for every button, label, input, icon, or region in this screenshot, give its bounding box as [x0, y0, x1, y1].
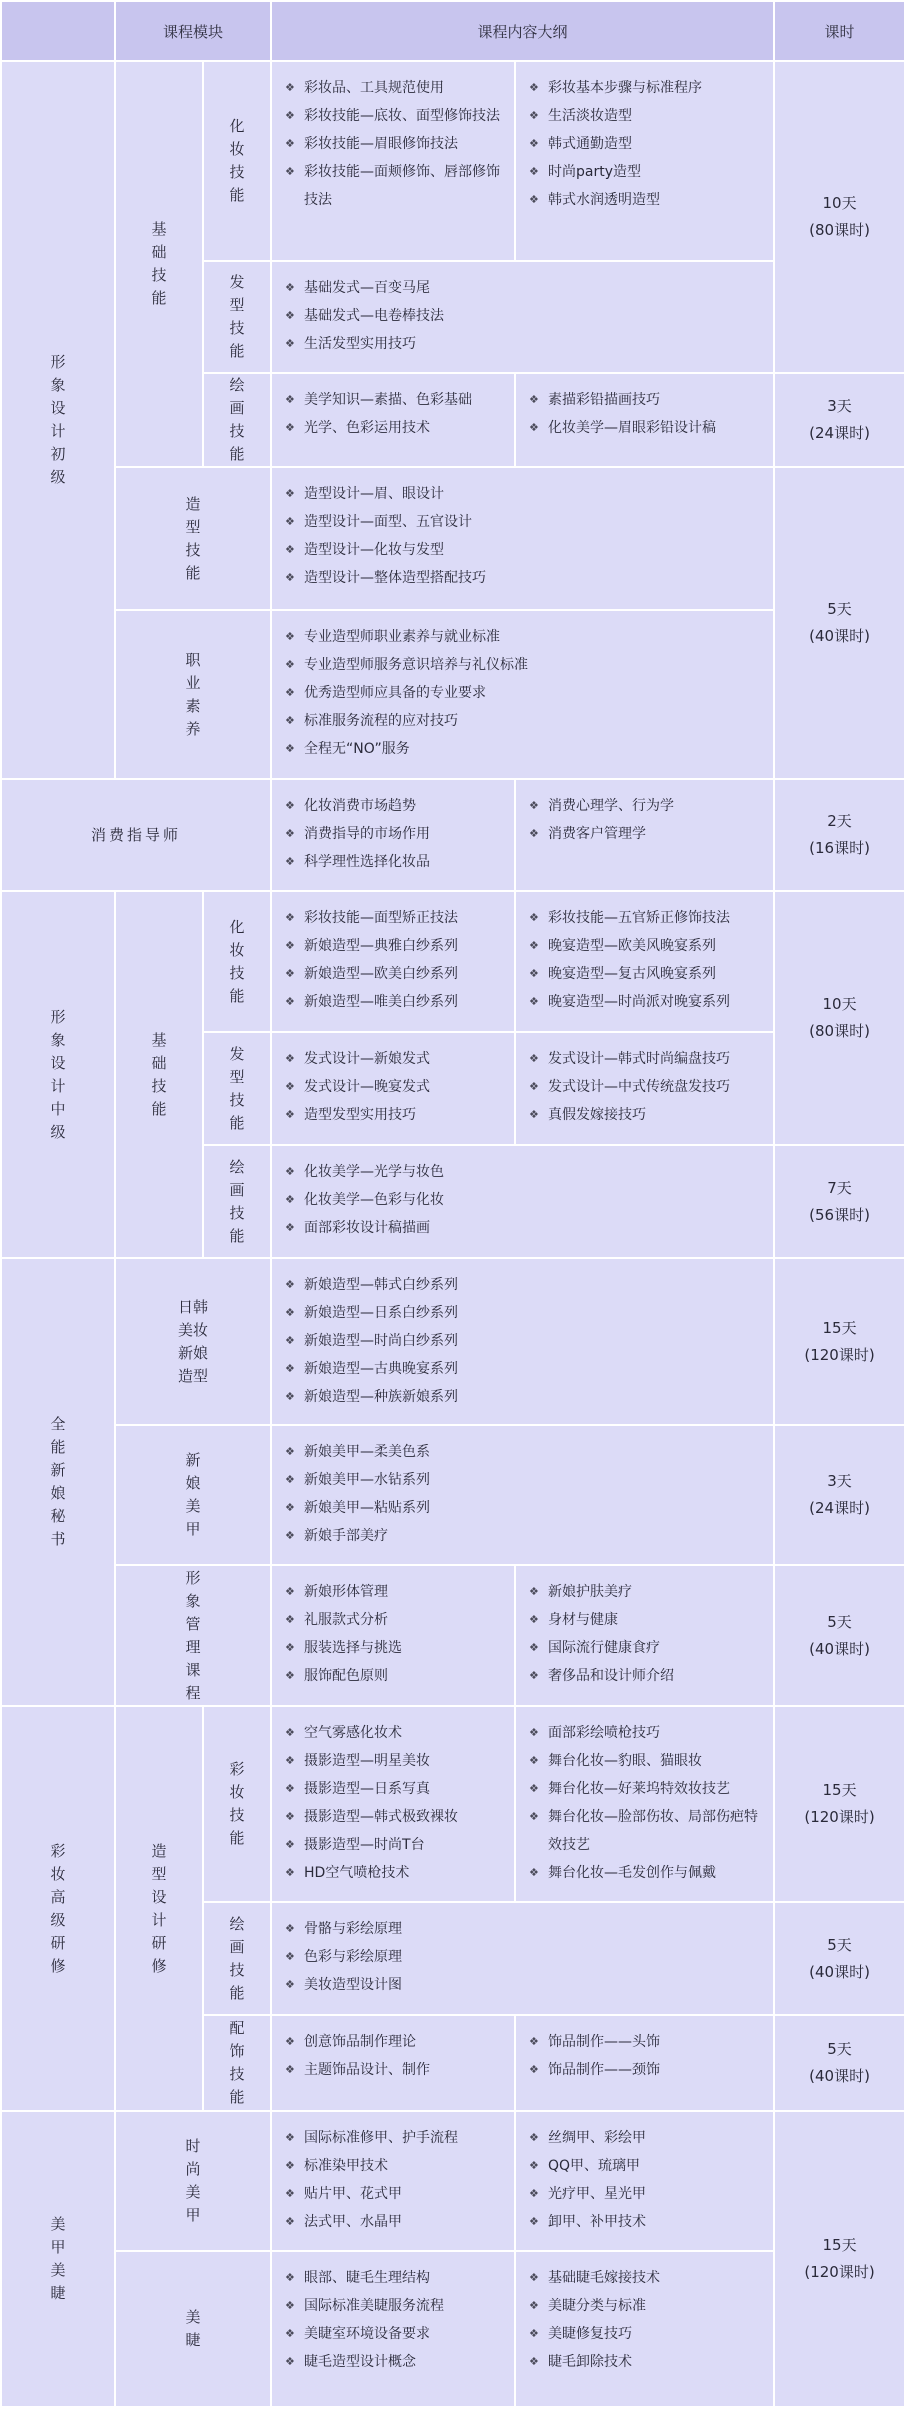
outline-cell [515, 2251, 774, 2407]
list-item: ❖ 基础睫毛嫁接技术 [526, 2264, 765, 2292]
list-item: ❖ 面部彩妆设计稿描画 [282, 1214, 765, 1242]
outline-cell [515, 61, 774, 261]
list-item: ❖ 国际流行健康食疗 [526, 1634, 765, 1662]
list-item: ❖ 发式设计—韩式时尚编盘技巧 [526, 1045, 765, 1073]
list-item: ❖ 美睫修复技巧 [526, 2320, 765, 2348]
list-item: ❖ 新娘护肤美疗 [526, 1578, 765, 1606]
list-item: ❖ 造型发型实用技巧 [282, 1101, 506, 1129]
outline-cell [271, 1425, 774, 1565]
list-item: ❖ 礼服款式分析 [282, 1606, 506, 1634]
list-item: ❖ 新娘造型—欧美白纱系列 [282, 960, 506, 988]
list-item: ❖ 面部彩绘喷枪技巧 [526, 1719, 765, 1747]
list-item: ❖ 新娘造型—日系白纱系列 [282, 1299, 765, 1327]
list-item: ❖ 摄影造型—韩式极致裸妆 [282, 1803, 506, 1831]
list-item: ❖ 饰品制作——颈饰 [526, 2056, 765, 2084]
outline-cell [271, 1565, 515, 1706]
list-item: ❖ 舞台化妆—毛发创作与佩戴 [526, 1859, 765, 1887]
module-label: 造型设计研修 [115, 1706, 203, 2111]
outline-cell [515, 1565, 774, 1706]
list-item: ❖ 专业造型师职业素养与就业标准 [282, 623, 765, 651]
list-item: ❖ 真假发嫁接技巧 [526, 1101, 765, 1129]
list-item: ❖ 造型设计—化妆与发型 [282, 536, 765, 564]
list-item: ❖ 服装选择与挑选 [282, 1634, 506, 1662]
outline-cell [271, 467, 774, 610]
outline-cell [271, 2111, 515, 2251]
hours-cell: 10天 (80课时) [774, 891, 904, 1145]
list-item: ❖ 造型设计—整体造型搭配技巧 [282, 564, 765, 592]
submodule-label: 绘画技能 [203, 373, 271, 467]
list-item: ❖ 新娘美甲—粘贴系列 [282, 1494, 765, 1522]
list-item: ❖ 时尚party造型 [526, 158, 765, 186]
list-item: ❖ 消费指导的市场作用 [282, 820, 506, 848]
outline-cell [515, 779, 774, 891]
list-item: ❖ 卸甲、补甲技术 [526, 2208, 765, 2236]
list-item: ❖ 光疗甲、星光甲 [526, 2180, 765, 2208]
header-hours: 课时 [774, 1, 904, 61]
outline-cell [515, 1032, 774, 1145]
list-item: ❖ 造型设计—眉、眼设计 [282, 480, 765, 508]
list-item: ❖ 摄影造型—日系写真 [282, 1775, 506, 1803]
submodule-label: 绘画技能 [203, 1145, 271, 1258]
section-label: 消费指导师 [1, 779, 271, 891]
list-item: ❖ 优秀造型师应具备的专业要求 [282, 679, 765, 707]
list-item: ❖ 奢侈品和设计师介绍 [526, 1662, 765, 1690]
hours-cell: 3天 (24课时) [774, 373, 904, 467]
list-item: ❖ 消费客户管理学 [526, 820, 765, 848]
list-item: ❖ 全程无“NO”服务 [282, 735, 765, 763]
list-item: ❖ 造型设计—面型、五官设计 [282, 508, 765, 536]
list-item: ❖ 新娘形体管理 [282, 1578, 506, 1606]
list-item: ❖ 美学知识—素描、色彩基础 [282, 386, 506, 414]
header-blank [1, 1, 115, 61]
list-item: ❖ 彩妆品、工具规范使用 [282, 74, 506, 102]
outline-cell [271, 2015, 515, 2111]
list-item: ❖ 消费心理学、行为学 [526, 792, 765, 820]
list-item: ❖ 基础发式—电卷棒技法 [282, 302, 765, 330]
submodule-label: 绘画技能 [203, 1902, 271, 2015]
list-item: ❖ 美睫分类与标准 [526, 2292, 765, 2320]
list-item: ❖ HD空气喷枪技术 [282, 1859, 506, 1887]
list-item: ❖ 国际标准美睫服务流程 [282, 2292, 506, 2320]
hours-cell: 15天 (120课时) [774, 1258, 904, 1425]
list-item: ❖ 发式设计—晚宴发式 [282, 1073, 506, 1101]
outline-cell [515, 373, 774, 467]
list-item: ❖ 法式甲、水晶甲 [282, 2208, 506, 2236]
hours-cell: 5天 (40课时) [774, 467, 904, 779]
list-item: ❖ 晚宴造型—欧美风晚宴系列 [526, 932, 765, 960]
outline-cell [271, 261, 774, 373]
list-item: ❖ 国际标准修甲、护手流程 [282, 2124, 506, 2152]
hours-cell: 5天 (40课时) [774, 1565, 904, 1706]
outline-cell [271, 1902, 774, 2015]
outline-cell [271, 61, 515, 261]
list-item: ❖ 化妆美学—色彩与化妆 [282, 1186, 765, 1214]
module-label: 日韩美妆新娘造型 [115, 1258, 271, 1425]
list-item: ❖ 晚宴造型—时尚派对晚宴系列 [526, 988, 765, 1016]
hours-cell: 5天 (40课时) [774, 1902, 904, 2015]
outline-cell [271, 1145, 774, 1258]
list-item: ❖ 睫毛卸除技术 [526, 2348, 765, 2376]
list-item: ❖ 新娘造型—韩式白纱系列 [282, 1271, 765, 1299]
module-label: 美睫 [115, 2251, 271, 2407]
hours-cell: 10天 (80课时) [774, 61, 904, 373]
list-item: ❖ 光学、色彩运用技术 [282, 414, 506, 442]
outline-cell [271, 373, 515, 467]
outline-cell [515, 2015, 774, 2111]
list-item: ❖ 新娘手部美疗 [282, 1522, 765, 1550]
list-item: ❖ 彩妆基本步骤与标准程序 [526, 74, 765, 102]
list-item: ❖ 服饰配色原则 [282, 1662, 506, 1690]
list-item: ❖ 新娘造型—古典晚宴系列 [282, 1355, 765, 1383]
list-item: ❖ 化妆美学—眉眼彩铅设计稿 [526, 414, 765, 442]
list-item: ❖ 韩式通勤造型 [526, 130, 765, 158]
list-item: ❖ 身材与健康 [526, 1606, 765, 1634]
list-item: ❖ 主题饰品设计、制作 [282, 2056, 506, 2084]
outline-cell [271, 610, 774, 779]
hours-cell: 15天 (120课时) [774, 2111, 904, 2407]
list-item: ❖ 彩妆技能—面型矫正技法 [282, 904, 506, 932]
list-item: ❖ 专业造型师服务意识培养与礼仪标准 [282, 651, 765, 679]
list-item: ❖ 生活淡妆造型 [526, 102, 765, 130]
submodule-label: 彩妆技能 [203, 1706, 271, 1902]
outline-cell [515, 891, 774, 1032]
submodule-label: 化妆技能 [203, 61, 271, 261]
submodule-label: 配饰技能 [203, 2015, 271, 2111]
list-item: ❖ 彩妆技能—底妆、面型修饰技法 [282, 102, 506, 130]
list-item: ❖ 摄影造型—时尚T台 [282, 1831, 506, 1859]
list-item: ❖ 舞台化妆—豹眼、猫眼妆 [526, 1747, 765, 1775]
section-label: 形象设计中级 [1, 891, 115, 1258]
list-item: ❖ 新娘造型—唯美白纱系列 [282, 988, 506, 1016]
outline-cell [271, 891, 515, 1032]
list-item: ❖ 舞台化妆—好莱坞特效妆技艺 [526, 1775, 765, 1803]
hours-cell: 15天 (120课时) [774, 1706, 904, 1902]
list-item: ❖ 新娘美甲—水钻系列 [282, 1466, 765, 1494]
section-label: 美甲美睫 [1, 2111, 115, 2407]
list-item: ❖ 睫毛造型设计概念 [282, 2348, 506, 2376]
module-label: 形象管理课程 [115, 1565, 271, 1706]
submodule-label: 化妆技能 [203, 891, 271, 1032]
module-label: 造型技能 [115, 467, 271, 610]
list-item: ❖ 基础发式—百变马尾 [282, 274, 765, 302]
list-item: ❖ 色彩与彩绘原理 [282, 1943, 765, 1971]
module-label: 职业素养 [115, 610, 271, 779]
outline-cell [271, 2251, 515, 2407]
outline-cell [271, 1706, 515, 1902]
hours-cell: 2天 (16课时) [774, 779, 904, 891]
hours-cell: 5天 (40课时) [774, 2015, 904, 2111]
list-item: ❖ 彩妆技能—五官矫正修饰技法 [526, 904, 765, 932]
section-label: 彩妆高级研修 [1, 1706, 115, 2111]
outline-cell [515, 1706, 774, 1902]
list-item: ❖ 新娘造型—时尚白纱系列 [282, 1327, 765, 1355]
table-header-row [1, 1, 904, 61]
list-item: ❖ 摄影造型—明星美妆 [282, 1747, 506, 1775]
list-item: ❖ 素描彩铅描画技巧 [526, 386, 765, 414]
list-item: ❖ 丝绸甲、彩绘甲 [526, 2124, 765, 2152]
submodule-label: 发型技能 [203, 1032, 271, 1145]
list-item: ❖ 生活发型实用技巧 [282, 330, 765, 358]
list-item: ❖ QQ甲、琉璃甲 [526, 2152, 765, 2180]
list-item: ❖ 贴片甲、花式甲 [282, 2180, 506, 2208]
section-label: 形象设计初级 [1, 61, 115, 779]
list-item: ❖ 发式设计—新娘发式 [282, 1045, 506, 1073]
header-module: 课程模块 [115, 1, 271, 61]
outline-cell [271, 779, 515, 891]
list-item: ❖ 彩妆技能—面颊修饰、唇部修饰技法 [282, 158, 506, 214]
module-label: 新娘美甲 [115, 1425, 271, 1565]
list-item: ❖ 新娘美甲—柔美色系 [282, 1438, 765, 1466]
list-item: ❖ 化妆消费市场趋势 [282, 792, 506, 820]
list-item: ❖ 新娘造型—种族新娘系列 [282, 1383, 765, 1411]
submodule-label: 发型技能 [203, 261, 271, 373]
list-item: ❖ 标准服务流程的应对技巧 [282, 707, 765, 735]
list-item: ❖ 新娘造型—典雅白纱系列 [282, 932, 506, 960]
list-item: ❖ 空气雾感化妆术 [282, 1719, 506, 1747]
list-item: ❖ 创意饰品制作理论 [282, 2028, 506, 2056]
list-item: ❖ 眼部、睫毛生理结构 [282, 2264, 506, 2292]
list-item: ❖ 骨骼与彩绘原理 [282, 1915, 765, 1943]
list-item: ❖ 饰品制作——头饰 [526, 2028, 765, 2056]
list-item: ❖ 晚宴造型—复古风晚宴系列 [526, 960, 765, 988]
list-item: ❖ 美睫室环境设备要求 [282, 2320, 506, 2348]
list-item: ❖ 化妆美学—光学与妆色 [282, 1158, 765, 1186]
hours-cell: 3天 (24课时) [774, 1425, 904, 1565]
outline-cell [515, 2111, 774, 2251]
list-item: ❖ 标准染甲技术 [282, 2152, 506, 2180]
header-outline: 课程内容大纲 [271, 1, 774, 61]
module-label: 基础技能 [115, 891, 203, 1258]
list-item: ❖ 舞台化妆—脸部伤妆、局部伤疤特效技艺 [526, 1803, 765, 1859]
list-item: ❖ 发式设计—中式传统盘发技巧 [526, 1073, 765, 1101]
outline-cell [271, 1032, 515, 1145]
module-label: 时尚美甲 [115, 2111, 271, 2251]
list-item: ❖ 美妆造型设计图 [282, 1971, 765, 1999]
hours-cell: 7天 (56课时) [774, 1145, 904, 1258]
list-item: ❖ 韩式水润透明造型 [526, 186, 765, 214]
module-label: 基础技能 [115, 61, 203, 467]
section-label: 全能新娘秘书 [1, 1258, 115, 1706]
outline-cell [271, 1258, 774, 1425]
list-item: ❖ 彩妆技能—眉眼修饰技法 [282, 130, 506, 158]
list-item: ❖ 科学理性选择化妆品 [282, 848, 506, 876]
